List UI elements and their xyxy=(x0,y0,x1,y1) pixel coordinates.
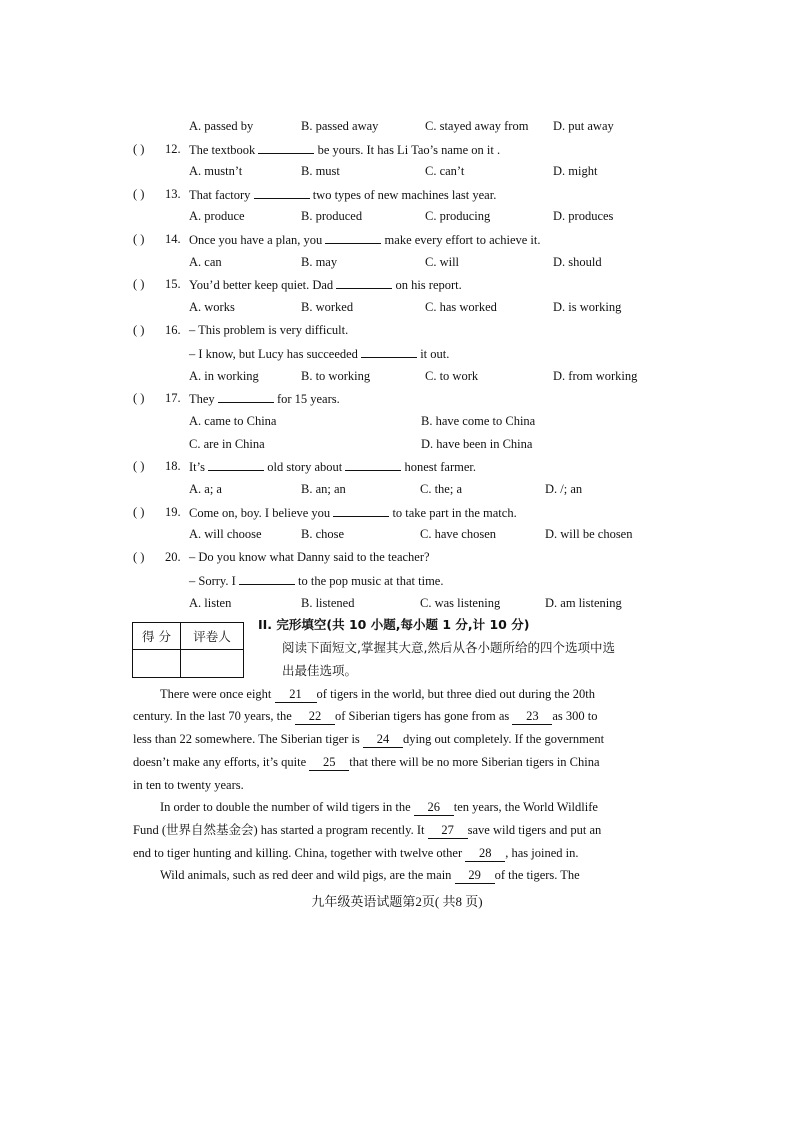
q15-stem-post: on his report. xyxy=(395,278,462,292)
passage-line: In order to double the number of wild tigers in the 26 ten years, the World Wildlife xyxy=(160,800,598,814)
q14-option-c: C. will xyxy=(425,255,460,269)
q16-stem-pre: – I know, but Lucy has succeeded xyxy=(189,347,358,361)
q12-option-d: D. might xyxy=(553,164,598,178)
q20-option-c: C. was listening xyxy=(420,596,501,610)
grader-cell[interactable] xyxy=(181,650,244,678)
score-box xyxy=(132,622,244,678)
cloze-blank-25[interactable]: 25 xyxy=(309,755,349,771)
q11-option-a: A. passed by xyxy=(189,119,254,133)
q16-option-d: D. from working xyxy=(553,369,638,383)
cloze-blank-23[interactable]: 23 xyxy=(512,709,552,725)
passage-line: Fund (世界自然基金会) has started a program recently. It 27 save wild tigers and put an xyxy=(133,823,602,837)
answer-paren[interactable]: ( ) xyxy=(133,323,145,337)
q16-option-c: C. to work xyxy=(425,369,479,383)
q20-option-a: A. listen xyxy=(189,596,232,610)
answer-paren[interactable]: ( ) xyxy=(133,277,145,291)
passage-line: less than 22 somewhere. The Siberian tiger is 24 dying out completely. If the government xyxy=(133,732,605,746)
q17-option-b: B. have come to China xyxy=(421,414,536,428)
q18-option-a: A. a; a xyxy=(189,482,222,496)
q12-stem-pre: The textbook xyxy=(189,143,256,157)
q15-option-d: D. is working xyxy=(553,300,622,314)
q18-stem-pre: It’s xyxy=(189,460,205,474)
cloze-blank-22[interactable]: 22 xyxy=(295,709,335,725)
q12-stem-post: be yours. It has Li Tao’s name on it . xyxy=(317,143,501,157)
q11-option-c: C. stayed away from xyxy=(425,119,529,133)
passage-line: doesn’t make any efforts, it’s quite 25 that there will be no more Siberian tigers in China xyxy=(133,755,600,769)
answer-paren[interactable]: ( ) xyxy=(133,187,145,201)
question-number: 18. xyxy=(165,459,181,473)
q19-option-b: B. chose xyxy=(301,527,345,541)
q11-option-d: D. put away xyxy=(553,119,614,133)
q14-option-d: D. should xyxy=(553,255,602,269)
score-cell[interactable] xyxy=(133,650,181,678)
q12-option-a: A. mustn’t xyxy=(189,164,243,178)
answer-blank[interactable] xyxy=(254,185,310,199)
question-number: 16. xyxy=(165,323,181,337)
cloze-blank-28[interactable]: 28 xyxy=(465,846,505,862)
q16-option-b: B. to working xyxy=(301,369,371,383)
q15-option-c: C. has worked xyxy=(425,300,497,314)
q17-option-c: C. are in China xyxy=(189,437,265,451)
section-instruction-line1: 阅读下面短文,掌握其大意,然后从各小题所给的四个选项中选 xyxy=(282,640,615,655)
q19-option-a: A. will choose xyxy=(189,527,262,541)
q16-stem-post: it out. xyxy=(420,347,450,361)
grader-header: 评卷人 xyxy=(181,623,244,650)
q14-stem-pre: Once you have a plan, you xyxy=(189,233,323,247)
question-number: 12. xyxy=(165,142,181,156)
q19-option-d: D. will be chosen xyxy=(545,527,633,541)
q16-dialog-line1: – This problem is very difficult. xyxy=(189,323,349,337)
passage-line: in ten to twenty years. xyxy=(133,778,244,792)
q19-stem-pre: Come on, boy. I believe you xyxy=(189,506,331,520)
q20-dialog-line1: – Do you know what Danny said to the teacher? xyxy=(189,550,430,564)
q20-stem-post: to the pop music at that time. xyxy=(298,574,444,588)
q17-stem-post: for 15 years. xyxy=(276,392,340,406)
answer-blank[interactable] xyxy=(325,230,381,244)
q18-option-b: B. an; an xyxy=(301,482,346,496)
question-number: 14. xyxy=(165,232,181,246)
cloze-blank-27[interactable]: 27 xyxy=(428,823,468,839)
q13-option-c: C. producing xyxy=(425,209,491,223)
q19-stem-post: to take part in the match. xyxy=(392,506,517,520)
question-number: 13. xyxy=(165,187,181,201)
q18-stem-post: honest farmer. xyxy=(404,460,476,474)
page-footer: 九年级英语试题第2页( 共8 页) xyxy=(311,894,483,909)
passage-line: Wild animals, such as red deer and wild pigs, are the main 29 of the tigers. The xyxy=(160,868,580,882)
q17-option-d: D. have been in China xyxy=(421,437,533,451)
section-instruction-line2: 出最佳选项。 xyxy=(282,663,358,678)
answer-blank[interactable] xyxy=(336,275,392,289)
q13-stem-pre: That factory xyxy=(189,188,251,202)
q19-option-c: C. have chosen xyxy=(420,527,497,541)
answer-blank[interactable] xyxy=(333,503,389,517)
q12-option-c: C. can’t xyxy=(425,164,465,178)
q17-option-a: A. came to China xyxy=(189,414,277,428)
q13-option-b: B. produced xyxy=(301,209,363,223)
answer-paren[interactable]: ( ) xyxy=(133,459,145,473)
q15-option-b: B. worked xyxy=(301,300,354,314)
q14-stem-post: make every effort to achieve it. xyxy=(384,233,541,247)
answer-paren[interactable]: ( ) xyxy=(133,232,145,246)
question-number: 15. xyxy=(165,277,181,291)
answer-blank[interactable] xyxy=(218,389,274,403)
answer-blank[interactable] xyxy=(239,571,295,585)
section-title: II. 完形填空(共 10 小题,每小题 1 分,计 10 分) xyxy=(258,617,530,632)
q20-option-b: B. listened xyxy=(301,596,355,610)
q15-stem-pre: You’d better keep quiet. Dad xyxy=(189,278,334,292)
passage-line: end to tiger hunting and killing. China, together with twelve other 28 , has joined in. xyxy=(133,846,579,860)
q12-option-b: B. must xyxy=(301,164,340,178)
answer-paren[interactable]: ( ) xyxy=(133,505,145,519)
answer-paren[interactable]: ( ) xyxy=(133,550,145,564)
cloze-blank-21[interactable]: 21 xyxy=(275,687,317,703)
q20-option-d: D. am listening xyxy=(545,596,622,610)
answer-blank[interactable] xyxy=(345,457,401,471)
cloze-blank-26[interactable]: 26 xyxy=(414,800,454,816)
answer-blank[interactable] xyxy=(208,457,264,471)
passage-line: century. In the last 70 years, the 22 of Siberian tigers has gone from as 23 as 300 to xyxy=(133,709,598,723)
answer-blank[interactable] xyxy=(258,140,314,154)
cloze-blank-24[interactable]: 24 xyxy=(363,732,403,748)
passage-line: There were once eight 21 of tigers in the world, but three died out during the 20th xyxy=(160,687,595,701)
cloze-blank-29[interactable]: 29 xyxy=(455,868,495,884)
q18-option-c: C. the; a xyxy=(420,482,463,496)
q14-option-a: A. can xyxy=(189,255,222,269)
q13-stem-post: two types of new machines last year. xyxy=(312,188,497,202)
q15-option-a: A. works xyxy=(189,300,235,314)
question-number: 19. xyxy=(165,505,181,519)
answer-blank[interactable] xyxy=(361,344,417,358)
question-number: 20. xyxy=(165,550,181,564)
q17-stem-pre: They xyxy=(189,392,215,406)
q20-stem-pre: – Sorry. I xyxy=(189,574,236,588)
q14-option-b: B. may xyxy=(301,255,338,269)
q11-option-b: B. passed away xyxy=(301,119,379,133)
q18-stem-mid: old story about xyxy=(267,460,343,474)
answer-paren[interactable]: ( ) xyxy=(133,142,145,156)
q13-option-d: D. produces xyxy=(553,209,614,223)
score-header: 得 分 xyxy=(133,623,181,650)
question-number: 17. xyxy=(165,391,181,405)
q16-option-a: A. in working xyxy=(189,369,259,383)
answer-paren[interactable]: ( ) xyxy=(133,391,145,405)
q13-option-a: A. produce xyxy=(189,209,245,223)
q18-option-d: D. /; an xyxy=(545,482,583,496)
